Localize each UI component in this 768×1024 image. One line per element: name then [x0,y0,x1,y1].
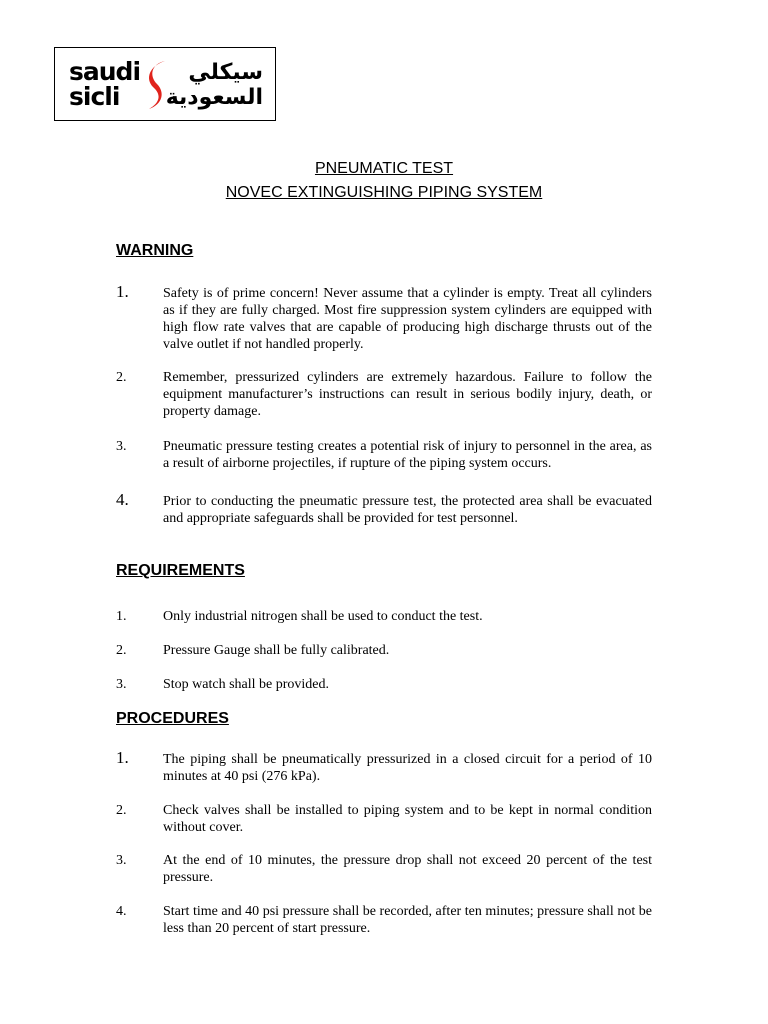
item-number: 1. [116,609,127,624]
item-number: 2. [116,643,127,658]
document-title [0,160,768,208]
logo-arabic-line1: سيكلي [188,60,263,85]
item-text: Check valves shall be installed to piping system and to be kept in normal condition without cover. [163,803,652,835]
item-text: Start time and 40 psi pressure shall be recorded, after ten minutes; pressure shall not be less than 20 percent of start pressure. [163,904,652,936]
title-line-1: PNEUMATIC TEST [314,160,454,177]
item-text: Safety is of prime concern! Never assume that a cylinder is empty. Treat all cylinders as if they are fully charged. Most fire suppression system cylinders are equipped with high flow rate valves that are capable of producing high discharge thrusts out of the valve outlet if not handled properly. [163,286,652,352]
item-text: Prior to conducting the pneumatic pressure test, the protected area shall be evacuated and appropriate safeguards shall be provided for test personnel. [163,494,652,526]
item-text: Remember, pressurized cylinders are extremely hazardous. Failure to follow the equipment manufacturer’s instructions can result in serious bodily injury, death, or property damage. [163,370,652,419]
item-text: At the end of 10 minutes, the pressure drop shall not exceed 20 percent of the test pressure. [163,853,652,885]
item-number: 3. [116,853,127,868]
item-number: 4. [116,490,129,509]
item-number: 1. [116,748,129,767]
requirements-heading: REQUIREMENTS [116,562,245,579]
item-number: 4. [116,904,127,919]
item-text: The piping shall be pneumatically pressurized in a closed circuit for a period of 10 minutes at 40 psi (276 kPa). [163,752,652,784]
item-text: Stop watch shall be provided. [163,677,330,692]
logo-arabic-line2: السعودية [165,85,263,110]
item-number: 2. [116,370,127,385]
warning-heading: WARNING [116,242,194,259]
logo-latin-line2: sicli [69,82,120,111]
item-number: 3. [116,439,127,454]
title-line-2: NOVEC EXTINGUISHING PIPING SYSTEM [225,184,543,201]
procedures-heading: PROCEDURES [116,710,229,727]
logo-arabic-text [165,60,263,110]
item-number: 1. [116,282,129,301]
item-text: Only industrial nitrogen shall be used to conduct the test. [163,609,483,624]
item-number: 3. [116,677,127,692]
item-text: Pneumatic pressure testing creates a potential risk of injury to personnel in the area, as a result of airborne projectiles, if rupture of the piping system occurs. [163,439,652,471]
logo-latin-text [69,57,141,111]
company-logo [54,47,276,121]
logo-latin-line1: saudi [69,57,141,86]
item-text: Pressure Gauge shall be fully calibrated. [163,643,390,658]
item-number: 2. [116,803,127,818]
